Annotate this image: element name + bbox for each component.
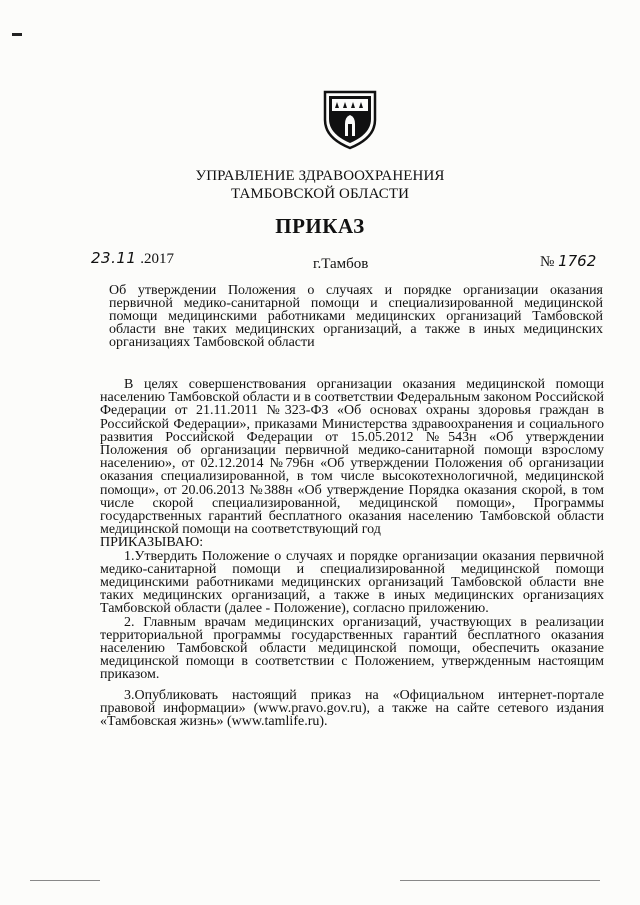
paragraph-item-3: 3.Опубликовать настоящий приказ на «Официальном интернет-портале правовой информации» (www.pravo.gov.ru), а также на сайте сетевого издания «Тамбовская жизнь» (www.tamlife.ru). bbox=[100, 687, 604, 730]
document-city: г.Тамбов bbox=[313, 256, 369, 272]
organization-name-line2: ТАМБОВСКОЙ ОБЛАСТИ bbox=[230, 186, 410, 202]
paragraph-preamble: В целях совершенствования организации оказания медицинской помощи населению Тамбовской области и в соответствии Федеральным законом Российской Федерации от 21.11.2011 №323-ФЗ «Об основах охраны здоровья граждан в Российской Федерации», приказами Министерства здравоохранения и социального развития Российской Федерации от 15.05.2012 №543н «Об утверждении Положения об организации первичной медико-санитарной помощи взрослому населению», от 02.12.2014 №796н «Об утверждении Положения об организации оказания специализированной, в том числе высокотехнологичной, медицинской помощи», от 20.06.2013 №388н «Об утверждение Порядка оказания скорой, в том числе скорой специализированной, медицинской помощи», Программы государственных гарантий бесплатного оказания населению Тамбовской области медицинской помощи на соответствующий год bbox=[100, 377, 604, 538]
document-date bbox=[91, 249, 174, 268]
document-body bbox=[100, 378, 604, 728]
number-handwritten: 1762 bbox=[558, 252, 597, 270]
document-subject: Об утверждении Положения о случаях и порядке организации оказания первичной медико-санитарной помощи и специализированной медицинской помощи медицинскими работниками медицинских организаций Тамбовской области вне таких медицинских организаций, а также в иных медицинских организациях Тамбовской области bbox=[109, 283, 603, 350]
scan-edge-line bbox=[400, 880, 600, 881]
paragraph-item-2: 2. Главным врачам медицинских организаций, участвующих в реализации территориальной программы государственных гарантий бесплатного оказания населению Тамбовской области медицинской помощи, обеспечить оказание медицинской помощи в соответствии с Положением, утвержденным настоящим приказом. bbox=[100, 614, 604, 683]
document-title: ПРИКАЗ bbox=[275, 214, 365, 238]
scan-edge-line bbox=[30, 880, 100, 881]
order-word: ПРИКАЗЫВАЮ: bbox=[100, 535, 204, 551]
organization-name-line1: УПРАВЛЕНИЕ ЗДРАВООХРАНЕНИЯ bbox=[195, 168, 445, 184]
document-number bbox=[540, 252, 596, 271]
date-year: .2017 bbox=[140, 251, 174, 267]
date-handwritten: 23.11 bbox=[91, 249, 137, 267]
number-label: № bbox=[540, 254, 555, 270]
paragraph-item-1: 1.Утвердить Положение о случаях и порядке организации оказания первичной медико-санитарной помощи и специализированной медицинской помощи медицинскими работниками медицинских организаций Тамбовской области вне таких медицинских организаций, а также в иных медицинских организациях Тамбовской области (далее - Положение), согласно приложению. bbox=[100, 548, 604, 617]
scan-mark bbox=[12, 33, 22, 36]
coat-of-arms-emblem bbox=[321, 86, 379, 150]
